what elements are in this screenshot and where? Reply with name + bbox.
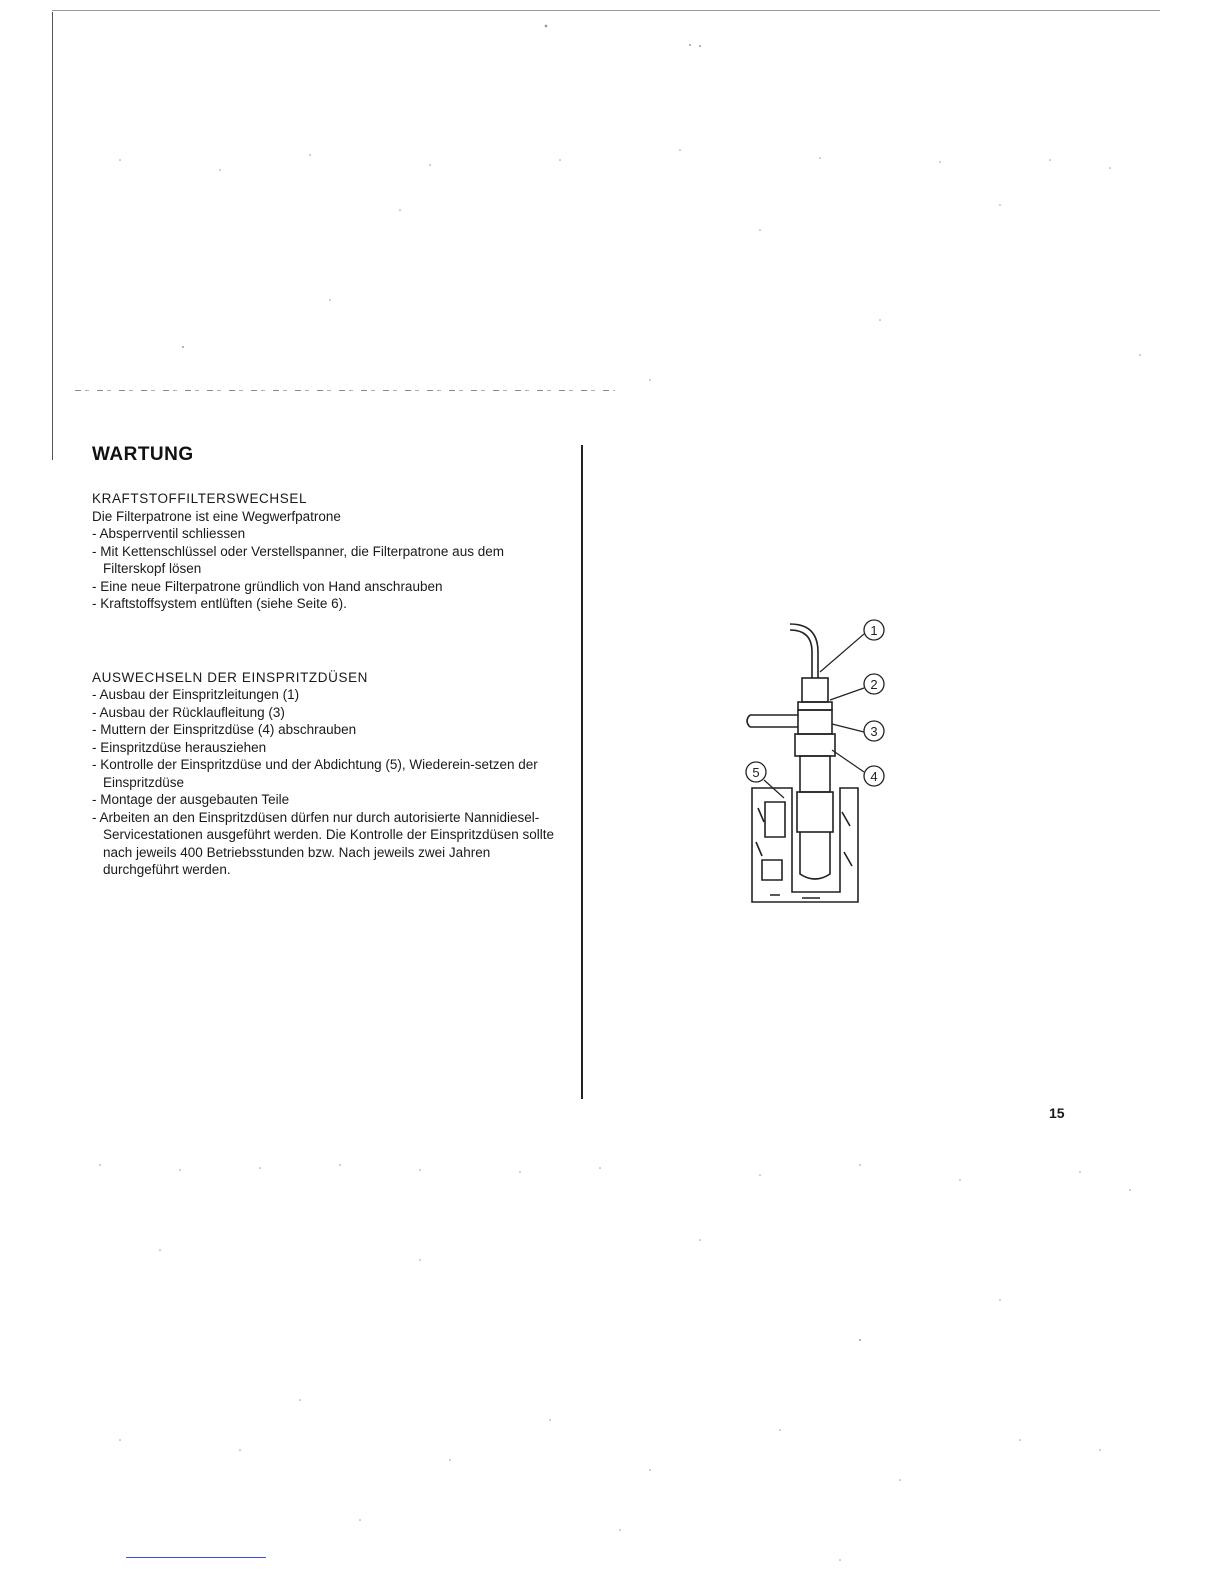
list-item: - Kontrolle der Einspritzdüse und der Abdichtung (5), Wiederein-setzen der Einspritzdüse — [92, 756, 562, 791]
injector-change-block — [92, 669, 562, 879]
injector-change-steps — [92, 686, 562, 879]
callout-leaders — [764, 634, 864, 798]
callout-2: 2 — [870, 677, 878, 692]
callout-3: 3 — [870, 724, 878, 739]
list-item: - Kraftstoffsystem entlüften (siehe Seite 6). — [92, 595, 562, 613]
page-number: 15 — [1049, 1105, 1065, 1121]
injection-line-pipe — [790, 624, 818, 678]
injector-change-heading: AUSWECHSELN DER EINSPRITZDÜSEN — [92, 669, 369, 685]
list-item: - Arbeiten an den Einspritzdüsen dürfen nur durch autorisierte Nannidiesel-Servicestationen ausgeführt werden. Die Kontrolle der Einspritzdüsen sollte nach jeweils 400 Betriebsstunden bzw. Nach jeweils zwei Jahren durchgeführt werden. — [92, 809, 562, 879]
injector-diagram — [740, 612, 900, 912]
list-item: - Montage der ausgebauten Teile — [92, 791, 562, 809]
top-border-rule — [52, 10, 1160, 11]
list-item: - Einspritzdüse herausziehen — [92, 739, 562, 757]
left-margin-rule — [52, 12, 53, 460]
callout-4: 4 — [870, 769, 878, 784]
list-item: - Ausbau der Einspritzleitungen (1) — [92, 686, 562, 704]
list-item: - Ausbau der Rücklaufleitung (3) — [92, 704, 562, 722]
list-item: - Eine neue Filterpatrone gründlich von Hand anschrauben — [92, 578, 562, 596]
list-item: - Absperrventil schliessen — [92, 525, 562, 543]
column-divider — [581, 445, 583, 1099]
cylinder-head-section — [752, 788, 858, 902]
injector-body — [747, 678, 835, 879]
bottom-underline — [126, 1557, 266, 1558]
filter-change-block — [92, 490, 562, 613]
maintenance-section — [92, 444, 562, 879]
filter-change-heading: KRAFTSTOFFILTERSWECHSEL — [92, 491, 308, 506]
section-title: WARTUNG — [92, 444, 194, 465]
scan-artifact-rule — [75, 390, 615, 391]
list-item: - Muttern der Einspritzdüse (4) abschrauben — [92, 721, 562, 739]
list-item: - Mit Kettenschlüssel oder Verstellspanner, die Filterpatrone aus dem Filterskopf lösen — [92, 543, 562, 578]
filter-change-intro: Die Filterpatrone ist eine Wegwerfpatrone — [92, 508, 341, 524]
callout-1: 1 — [870, 623, 878, 638]
filter-change-steps — [92, 525, 562, 613]
callout-5: 5 — [752, 765, 760, 780]
